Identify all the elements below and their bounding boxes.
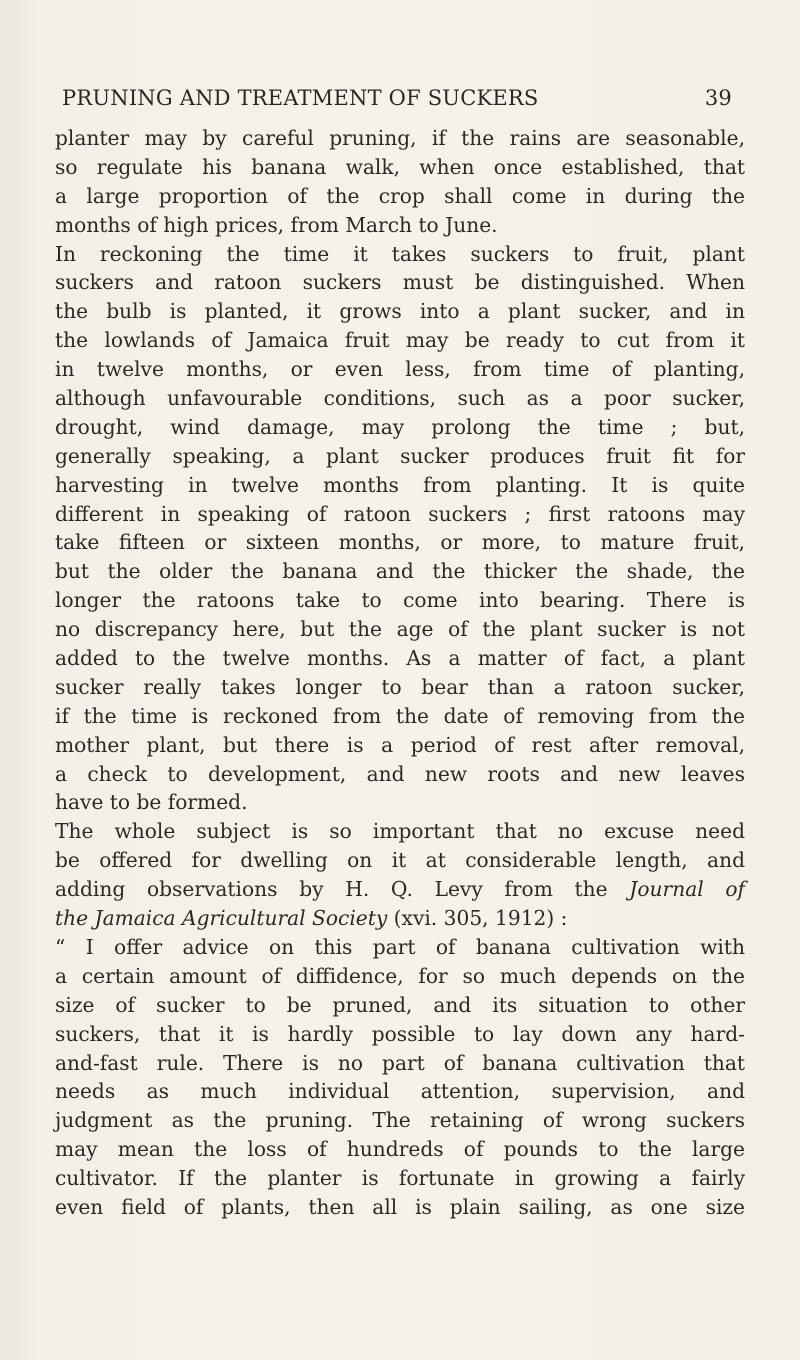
text-segment: adding observations by H. Q. Levy from the: [55, 877, 608, 902]
journal-title-italic: the Jamaica Agricultural Society: [55, 906, 388, 931]
text-line: be offered for dwelling on it at considerable length, and: [55, 848, 745, 873]
text-line: have to be formed.: [55, 790, 248, 815]
text-line: take fifteen or sixteen months, or more, to mature fruit,: [55, 530, 745, 555]
page-header: [62, 86, 732, 122]
text-line: judgment as the pruning. The retaining of wrong suckers: [55, 1108, 745, 1133]
body-text: [55, 124, 745, 1222]
page-number: 39: [704, 86, 732, 110]
text-line: suckers and ratoon suckers must be distinguished. When: [55, 270, 745, 295]
text-line: suckers, that it is hardly possible to lay down any hard-: [55, 1021, 745, 1046]
text-line: no discrepancy here, but the age of the plant sucker is not: [55, 617, 745, 642]
text-line: “ I offer advice on this part of banana cultivation with: [55, 934, 745, 959]
text-line: mother plant, but there is a period of rest after removal,: [55, 732, 745, 757]
text-line: sucker really takes longer to bear than a ratoon sucker,: [55, 674, 745, 699]
text-line: if the time is reckoned from the date of removing from the: [55, 703, 745, 728]
text-line: different in speaking of ratoon suckers ; first ratoons may: [55, 501, 745, 526]
text-line: generally speaking, a plant sucker produces fruit fit for: [55, 443, 745, 468]
text-line-with-journal: [55, 904, 745, 933]
text-line: although unfavourable conditions, such as a poor sucker,: [55, 386, 745, 411]
journal-citation: (xvi. 305, 1912) :: [387, 906, 568, 931]
text-line: size of sucker to be pruned, and its situation to other: [55, 992, 745, 1017]
text-line: added to the twelve months. As a matter of fact, a plant: [55, 646, 745, 671]
text-line: drought, wind damage, may prolong the time ; but,: [55, 414, 745, 439]
running-head: PRUNING AND TREATMENT OF SUCKERS: [62, 86, 539, 110]
text-line: a large proportion of the crop shall come in during the: [55, 183, 745, 208]
text-line: a certain amount of diffidence, for so much depends on the: [55, 963, 745, 988]
text-line: in twelve months, or even less, from time of planting,: [55, 357, 745, 382]
text-line: may mean the loss of hundreds of pounds to the large: [55, 1137, 745, 1162]
text-line: planter may by careful pruning, if the rains are seasonable,: [55, 126, 745, 150]
text-line: the lowlands of Jamaica fruit may be ready to cut from it: [55, 328, 745, 353]
text-line: and-fast rule. There is no part of banana cultivation that: [55, 1050, 745, 1075]
text-line: needs as much individual attention, supervision, and: [55, 1079, 745, 1104]
journal-title-italic: Journal of: [629, 877, 746, 902]
text-line: the bulb is planted, it grows into a plant sucker, and in: [55, 299, 745, 324]
text-line: but the older the banana and the thicker the shade, the: [55, 559, 745, 584]
text-line-with-journal: [55, 875, 745, 904]
text-line: cultivator. If the planter is fortunate in growing a fairly: [55, 1166, 745, 1191]
text-line: In reckoning the time it takes suckers to fruit, plant: [55, 241, 745, 266]
text-line: harvesting in twelve months from planting. It is quite: [55, 472, 745, 497]
text-line: even field of plants, then all is plain sailing, as one size: [55, 1194, 745, 1219]
text-line: a check to development, and new roots and new leaves: [55, 761, 745, 786]
text-line: longer the ratoons take to come into bearing. There is: [55, 588, 745, 613]
text-line: so regulate his banana walk, when once established, that: [55, 154, 745, 179]
text-line: The whole subject is so important that no excuse need: [55, 819, 745, 844]
text-line: months of high prices, from March to June.: [55, 212, 498, 237]
